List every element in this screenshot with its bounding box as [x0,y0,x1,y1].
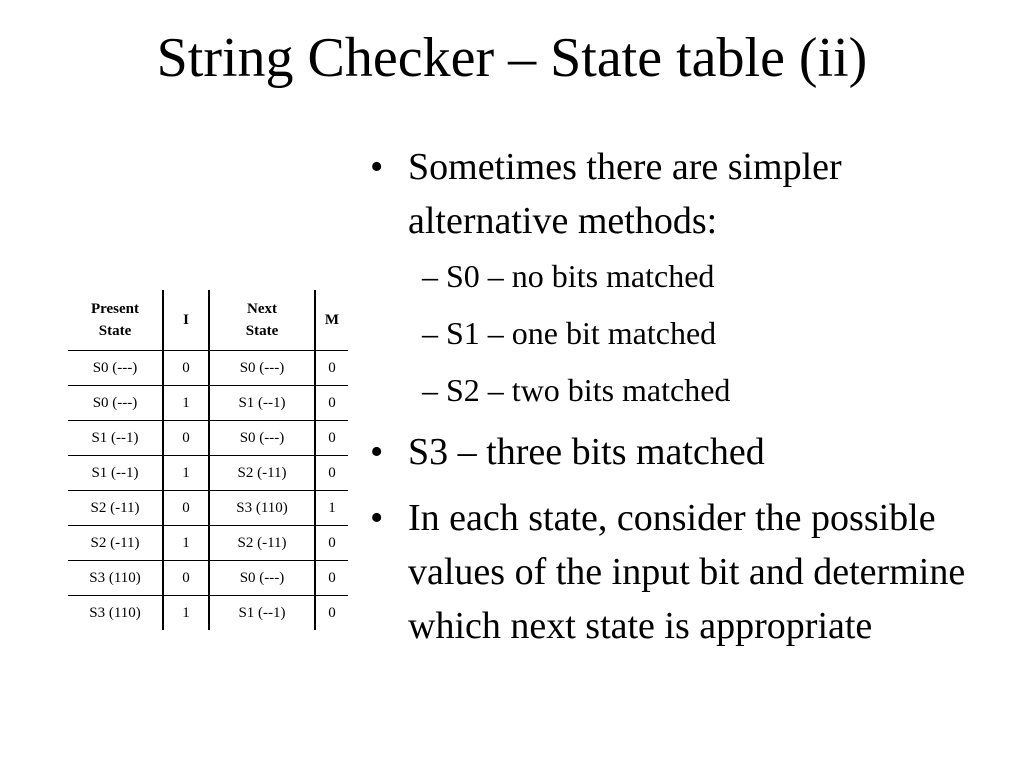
cell-next: S2 (-11) [209,456,315,491]
bullet-list [368,140,1008,665]
cell-next: S0 (---) [209,351,315,386]
header-present-state [68,290,163,351]
cell-present: S0 (---) [92,360,138,376]
table-row [68,561,348,596]
table-row [68,386,348,421]
state-table [68,290,348,630]
bullet-text: S3 – three bits matched [408,431,765,473]
bullet-item [368,140,1008,412]
cell-next: S2 (-11) [209,526,315,561]
cell-present: S2 (-11) [90,535,140,551]
cell-input: 0 [163,351,209,386]
header-next-line1: Next [247,301,277,317]
cell-present: S1 (--1) [91,465,139,481]
cell-next: S3 (110) [209,491,315,526]
cell-output: 0 [315,596,348,631]
cell-input: 1 [163,526,209,561]
bullet-marker: • [370,146,384,188]
cell-output: 0 [315,421,348,456]
cell-present: S0 (---) [92,395,138,411]
cell-next: S0 (---) [209,421,315,456]
bullet-item [368,425,1008,479]
header-input: I [163,290,209,351]
cell-output: 0 [315,386,348,421]
table-row [68,491,348,526]
header-next-state [209,290,315,351]
sub-bullet-item: – S2 – two bits matched [422,372,731,408]
bullet-marker: • [370,497,384,539]
table-row [68,596,348,631]
cell-present: S1 (--1) [91,430,139,446]
header-present-line1: Present [90,301,140,317]
cell-output: 1 [315,491,348,526]
slide-title: String Checker – State table (ii) [156,27,868,89]
cell-output: 0 [315,456,348,491]
bullet-text: In each state, consider the possible values of the input bit and determine which next state is appropriate [408,497,966,647]
cell-next: S1 (--1) [209,386,315,421]
cell-input: 1 [163,456,209,491]
header-present-line2: State [98,323,132,339]
cell-next: S1 (--1) [209,596,315,631]
table-row [68,421,348,456]
cell-present: S2 (-11) [90,500,140,516]
cell-next: S0 (---) [209,561,315,596]
cell-input: 1 [163,386,209,421]
table-row [68,456,348,491]
cell-output: 0 [315,561,348,596]
bullet-item [368,491,1008,653]
sub-bullet-list [408,254,1008,412]
cell-input: 0 [163,421,209,456]
cell-input: 0 [163,491,209,526]
cell-input: 0 [163,561,209,596]
cell-input: 1 [163,596,209,631]
sub-bullet-item: – S0 – no bits matched [422,258,715,294]
cell-present: S3 (110) [89,605,141,621]
bullet-marker: • [370,431,384,473]
sub-bullet-item: – S1 – one bit matched [422,315,717,351]
cell-present: S3 (110) [89,570,141,586]
table-row [68,526,348,561]
bullet-text: Sometimes there are simpler alternative methods: [408,146,842,242]
table-header-row [68,290,348,351]
cell-output: 0 [315,351,348,386]
table-row [68,351,348,386]
header-output: M [315,290,348,351]
cell-output: 0 [315,526,348,561]
header-next-line2: State [245,323,279,339]
